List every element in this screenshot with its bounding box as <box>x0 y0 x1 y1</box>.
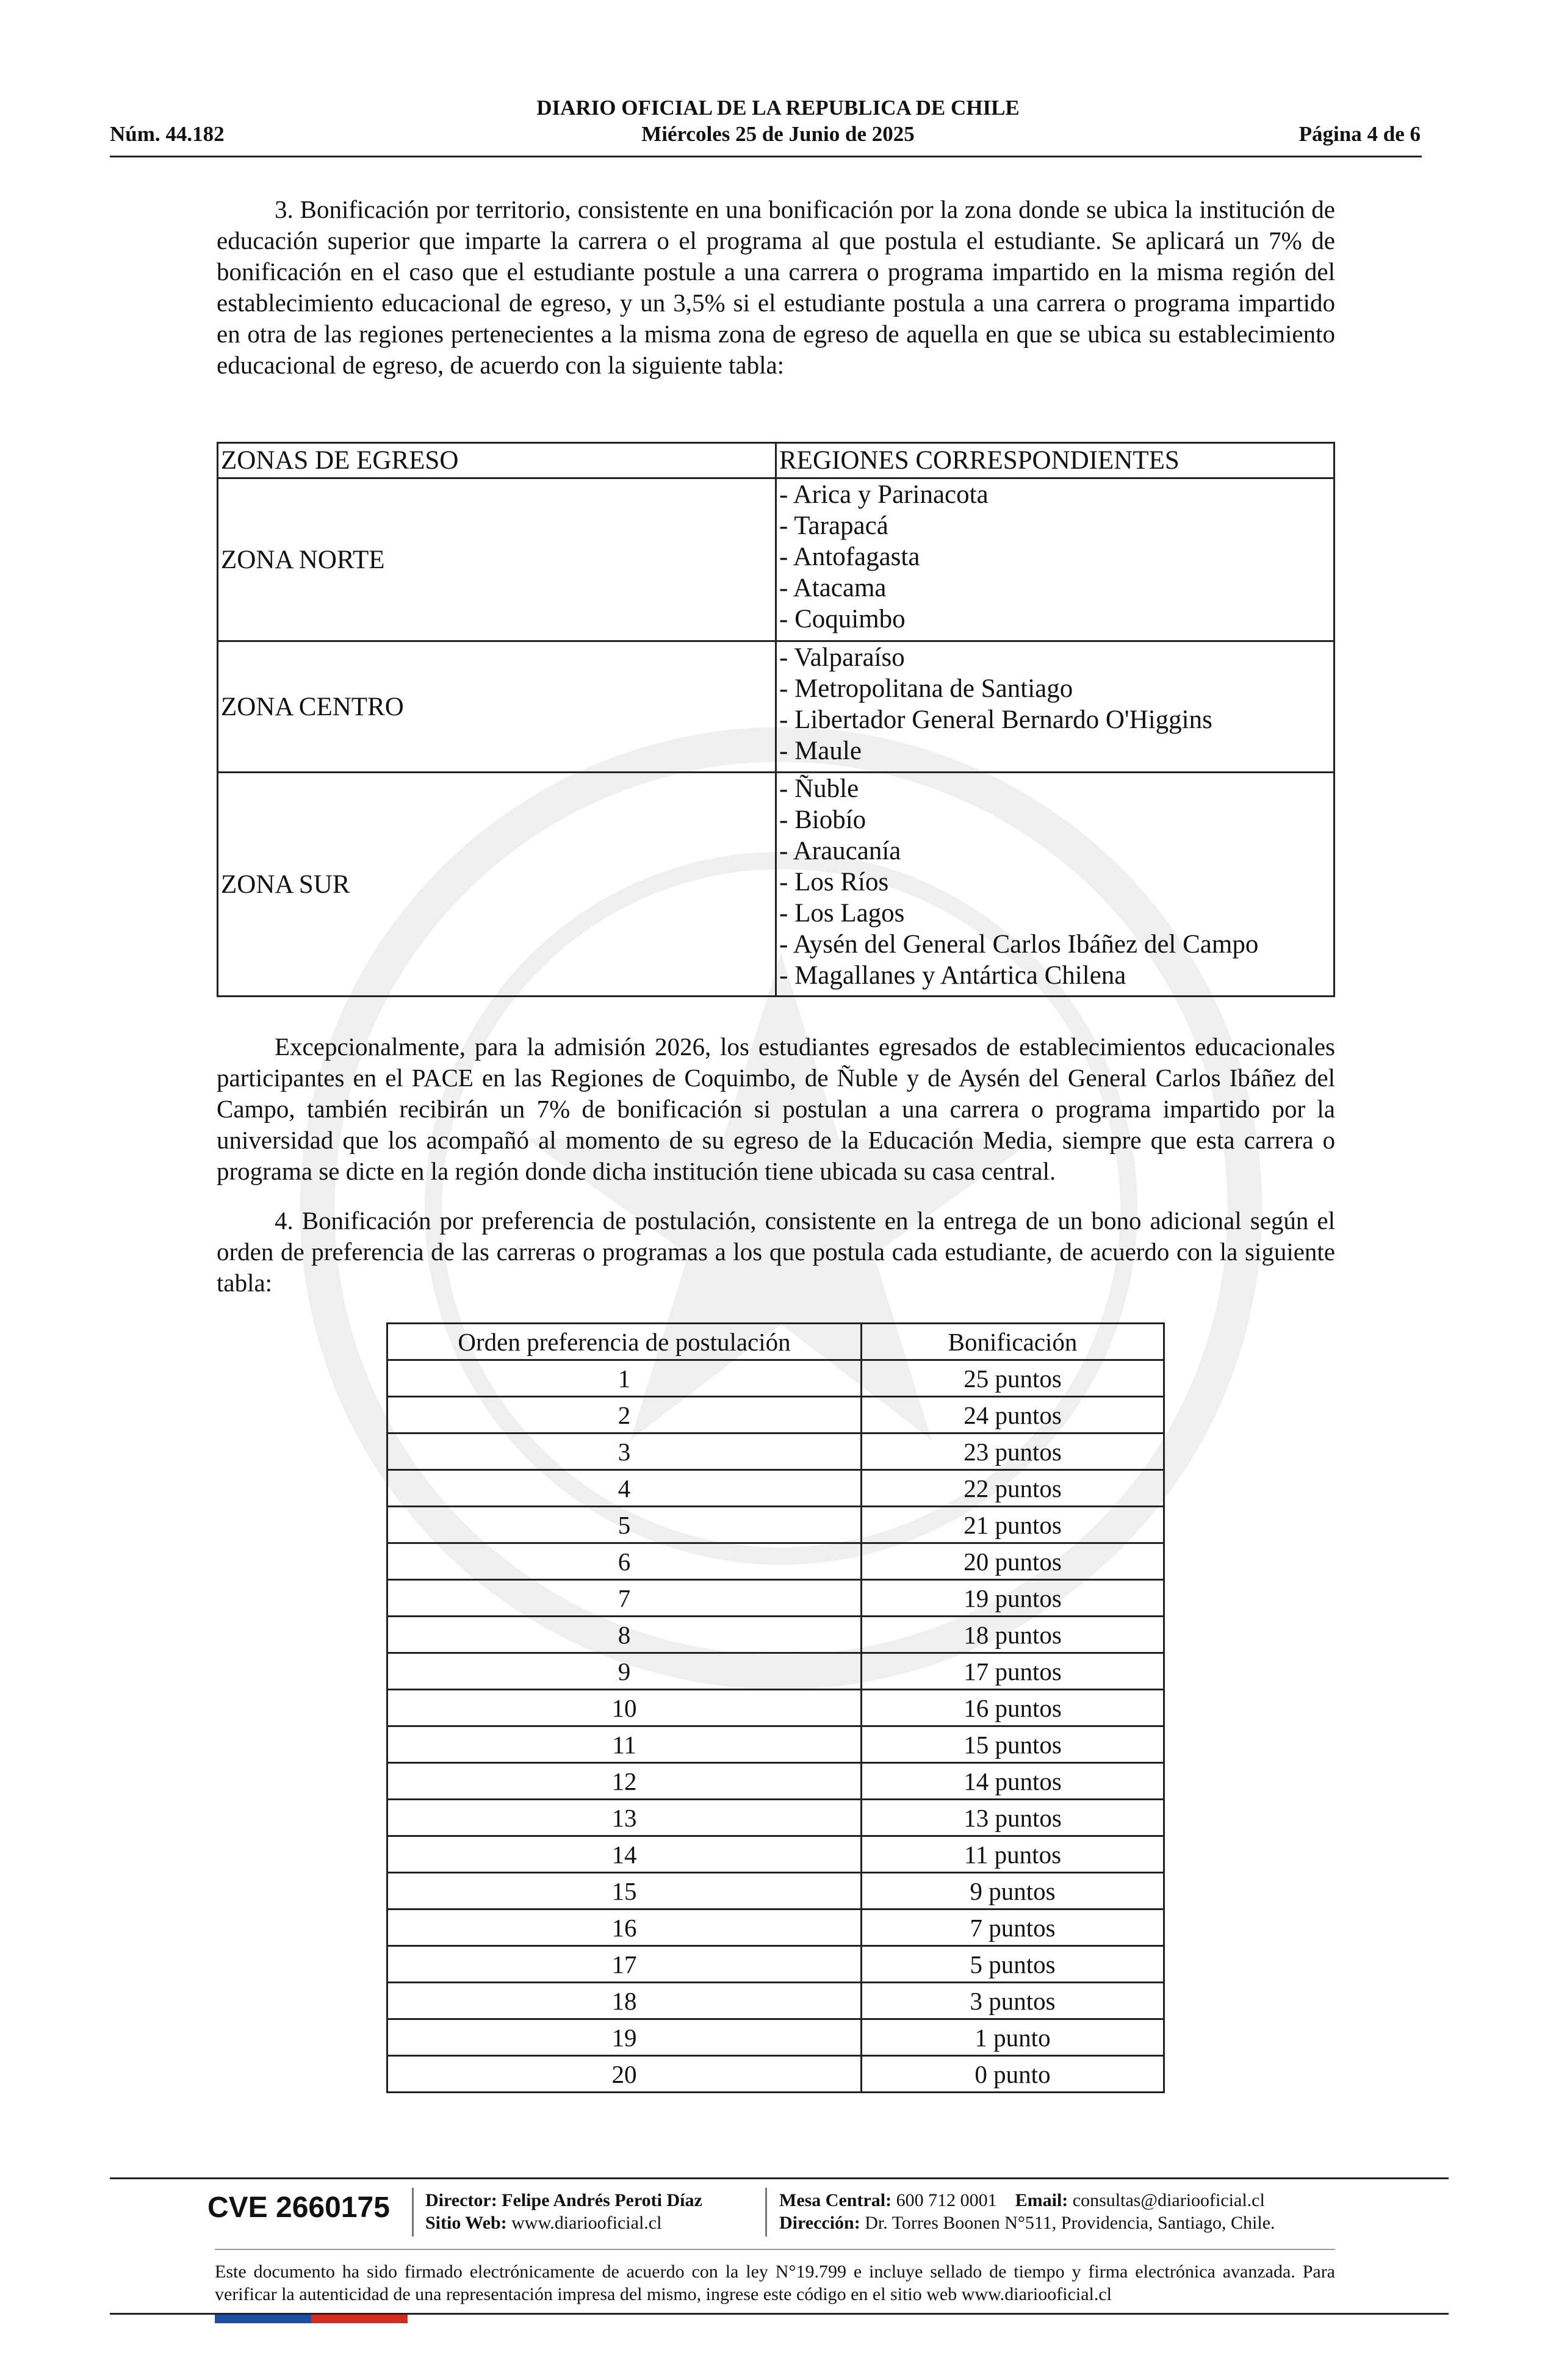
region-item: - Libertador General Bernardo O'Higgins <box>779 705 1212 734</box>
region-item: - Los Lagos <box>779 899 905 928</box>
bonus-cell: 0 punto <box>862 2056 1164 2093</box>
zone-row <box>218 478 1334 641</box>
issue-date: Miércoles 25 de Junio de 2025 <box>641 122 915 146</box>
order-cell: 5 <box>387 1507 862 1543</box>
footer-contact-block <box>779 2189 1275 2234</box>
bonus-header-bonus: Bonificación <box>862 1324 1164 1360</box>
bonus-cell: 11 puntos <box>862 1836 1164 1873</box>
table-row <box>387 1909 1164 1946</box>
order-cell: 3 <box>387 1433 862 1470</box>
bonus-cell: 14 puntos <box>862 1763 1164 1800</box>
zone-regions <box>776 641 1334 773</box>
zone-row <box>218 641 1334 773</box>
table-row <box>387 1397 1164 1433</box>
region-item: - Atacama <box>779 574 887 602</box>
table-row <box>387 1543 1164 1580</box>
order-cell: 13 <box>387 1800 862 1836</box>
order-cell: 4 <box>387 1470 862 1507</box>
region-item: - Coquimbo <box>779 605 906 633</box>
region-item: - Ñuble <box>779 774 859 803</box>
zones-header-regions: REGIONES CORRESPONDIENTES <box>776 443 1334 478</box>
order-cell: 9 <box>387 1653 862 1690</box>
zones-header-row <box>218 443 1334 478</box>
zone-regions <box>776 478 1334 641</box>
order-cell: 11 <box>387 1726 862 1763</box>
zone-regions <box>776 773 1334 997</box>
order-cell: 8 <box>387 1617 862 1653</box>
region-item: - Antofagasta <box>779 543 920 571</box>
director-name: Felipe Andrés Peroti Díaz <box>502 2190 702 2210</box>
phone-label: Mesa Central: <box>779 2190 892 2210</box>
exception-paragraph: Excepcionalmente, para la admisión 2026, los estudiantes egresados de establecimientos educacionales participantes en el PACE en las Regiones de Coquimbo, de Ñuble y de Aysén del General Carlos Ibáñez del Campo, también recibirán un 7% de bonificación si postulan a una carrera o programa impartido por la universidad que los acompañó al momento de su egreso de la Educación Media, siempre que esta carrera o programa se dicte en la región donde dicha institución tiene ubicada su casa central. <box>217 1033 1335 1185</box>
table-row <box>387 1763 1164 1800</box>
region-item: - Tarapacá <box>779 511 888 540</box>
table-row <box>387 1653 1164 1690</box>
order-cell: 10 <box>387 1690 862 1726</box>
table-row <box>387 2019 1164 2056</box>
bonus-cell: 20 puntos <box>862 1543 1164 1580</box>
bonus-cell: 1 punto <box>862 2019 1164 2056</box>
region-item: - Biobío <box>779 806 866 834</box>
order-cell: 14 <box>387 1836 862 1873</box>
bonus-header-order: Orden preferencia de postulación <box>387 1324 862 1360</box>
footer-separator <box>412 2188 414 2237</box>
zone-name: ZONA NORTE <box>218 478 776 641</box>
order-cell: 6 <box>387 1543 862 1580</box>
order-cell: 18 <box>387 1983 862 2019</box>
section-3-paragraph: 3. Bonificación por territorio, consistente en una bonificación por la zona donde se ubica la institución de educación superior que imparte la carrera o el programa al que postula el estudiante. Se aplicará un 7% de bonificación en el caso que el estudiante postule a una carrera o programa impartido en la misma región del establecimiento educacional de egreso, y un 3,5% si el estudiante postula a una carrera o programa impartido en otra de las regiones pertenecientes a la misma zona de egreso de aquella en que se ubica su establecimiento educacional de egreso, de acuerdo con la siguiente tabla: <box>217 195 1335 379</box>
zone-name: ZONA CENTRO <box>218 641 776 773</box>
bonus-cell: 25 puntos <box>862 1360 1164 1397</box>
bonus-cell: 17 puntos <box>862 1653 1164 1690</box>
order-cell: 12 <box>387 1763 862 1800</box>
table-row <box>387 1983 1164 2019</box>
footer-director-block <box>425 2189 702 2234</box>
director-label: Director: <box>425 2190 497 2210</box>
table-row <box>387 1873 1164 1909</box>
bonus-cell: 7 puntos <box>862 1909 1164 1946</box>
bonus-cell: 18 puntos <box>862 1617 1164 1653</box>
cve-code: CVE 2660175 <box>207 2191 390 2224</box>
zones-header-zone: ZONAS DE EGRESO <box>218 443 776 478</box>
bonus-cell: 9 puntos <box>862 1873 1164 1909</box>
order-cell: 1 <box>387 1360 862 1397</box>
table-row <box>387 1470 1164 1507</box>
web-label: Sitio Web: <box>425 2213 507 2233</box>
bonus-header-row <box>387 1324 1164 1360</box>
table-row <box>387 1507 1164 1543</box>
flag-stripe-red <box>311 2315 408 2323</box>
address-label: Dirección: <box>779 2213 860 2233</box>
order-cell: 7 <box>387 1580 862 1617</box>
zone-row <box>218 773 1334 997</box>
table-row <box>387 1580 1164 1617</box>
bonus-cell: 5 puntos <box>862 1946 1164 1983</box>
header-rule <box>110 156 1422 157</box>
region-item: - Arica y Parinacota <box>779 480 989 509</box>
bonus-cell: 24 puntos <box>862 1397 1164 1433</box>
bonus-table <box>386 1322 1165 2093</box>
table-row <box>387 1836 1164 1873</box>
issue-number: Núm. 44.182 <box>110 122 225 146</box>
phone-number: 600 712 0001 <box>896 2190 997 2210</box>
bonus-cell: 19 puntos <box>862 1580 1164 1617</box>
email-link[interactable]: consultas@diariooficial.cl <box>1072 2190 1265 2210</box>
bonus-cell: 21 puntos <box>862 1507 1164 1543</box>
table-row <box>387 1946 1164 1983</box>
footer-mid-rule <box>215 2249 1335 2250</box>
bonus-cell: 22 puntos <box>862 1470 1164 1507</box>
bonus-cell: 23 puntos <box>862 1433 1164 1470</box>
table-row <box>387 1690 1164 1726</box>
order-cell: 20 <box>387 2056 862 2093</box>
order-cell: 16 <box>387 1909 862 1946</box>
footer-top-rule <box>110 2177 1449 2179</box>
region-item: - Metropolitana de Santiago <box>779 674 1073 703</box>
table-row <box>387 1617 1164 1653</box>
zones-table <box>217 442 1335 997</box>
publication-title: DIARIO OFICIAL DE LA REPUBLICA DE CHILE <box>536 96 1020 120</box>
region-item: - Araucanía <box>779 837 901 865</box>
bonus-cell: 13 puntos <box>862 1800 1164 1836</box>
address-text: Dr. Torres Boonen N°511, Providencia, Santiago, Chile. <box>865 2213 1275 2233</box>
table-row <box>387 1800 1164 1836</box>
region-item: - Maule <box>779 737 862 765</box>
region-item: - Magallanes y Antártica Chilena <box>779 961 1126 990</box>
zone-name: ZONA SUR <box>218 773 776 997</box>
bonus-cell: 16 puntos <box>862 1690 1164 1726</box>
order-cell: 2 <box>387 1397 862 1433</box>
page-number: Página 4 de 6 <box>1298 122 1421 146</box>
section-4-paragraph: 4. Bonificación por preferencia de postulación, consistente en la entrega de un bono adicional según el orden de preferencia de las carreras o programas a los que postula cada estudiante, de acuerdo con la siguiente tabla: <box>217 1206 1335 1297</box>
order-cell: 17 <box>387 1946 862 1983</box>
bonus-cell: 3 puntos <box>862 1983 1164 2019</box>
order-cell: 19 <box>387 2019 862 2056</box>
bonus-cell: 15 puntos <box>862 1726 1164 1763</box>
table-row <box>387 1360 1164 1397</box>
footer-separator <box>765 2188 767 2237</box>
table-row <box>387 1726 1164 1763</box>
disclaimer-text: Este documento ha sido firmado electrónicamente de acuerdo con la ley N°19.799 e incluye sellado de tiempo y firma electrónica avanzada. Para verificar la autenticidad de una representación impresa del mismo, ingrese este código en el sitio web www.diariooficial.cl <box>215 2262 1335 2304</box>
region-item: - Valparaíso <box>779 643 905 672</box>
order-cell: 15 <box>387 1873 862 1909</box>
region-item: - Aysén del General Carlos Ibáñez del Campo <box>779 930 1259 959</box>
table-row <box>387 2056 1164 2093</box>
region-item: - Los Ríos <box>779 868 889 896</box>
table-row <box>387 1433 1164 1470</box>
flag-stripe-blue <box>215 2315 311 2323</box>
email-label: Email: <box>1015 2190 1068 2210</box>
web-link[interactable]: www.diariooficial.cl <box>511 2213 662 2233</box>
